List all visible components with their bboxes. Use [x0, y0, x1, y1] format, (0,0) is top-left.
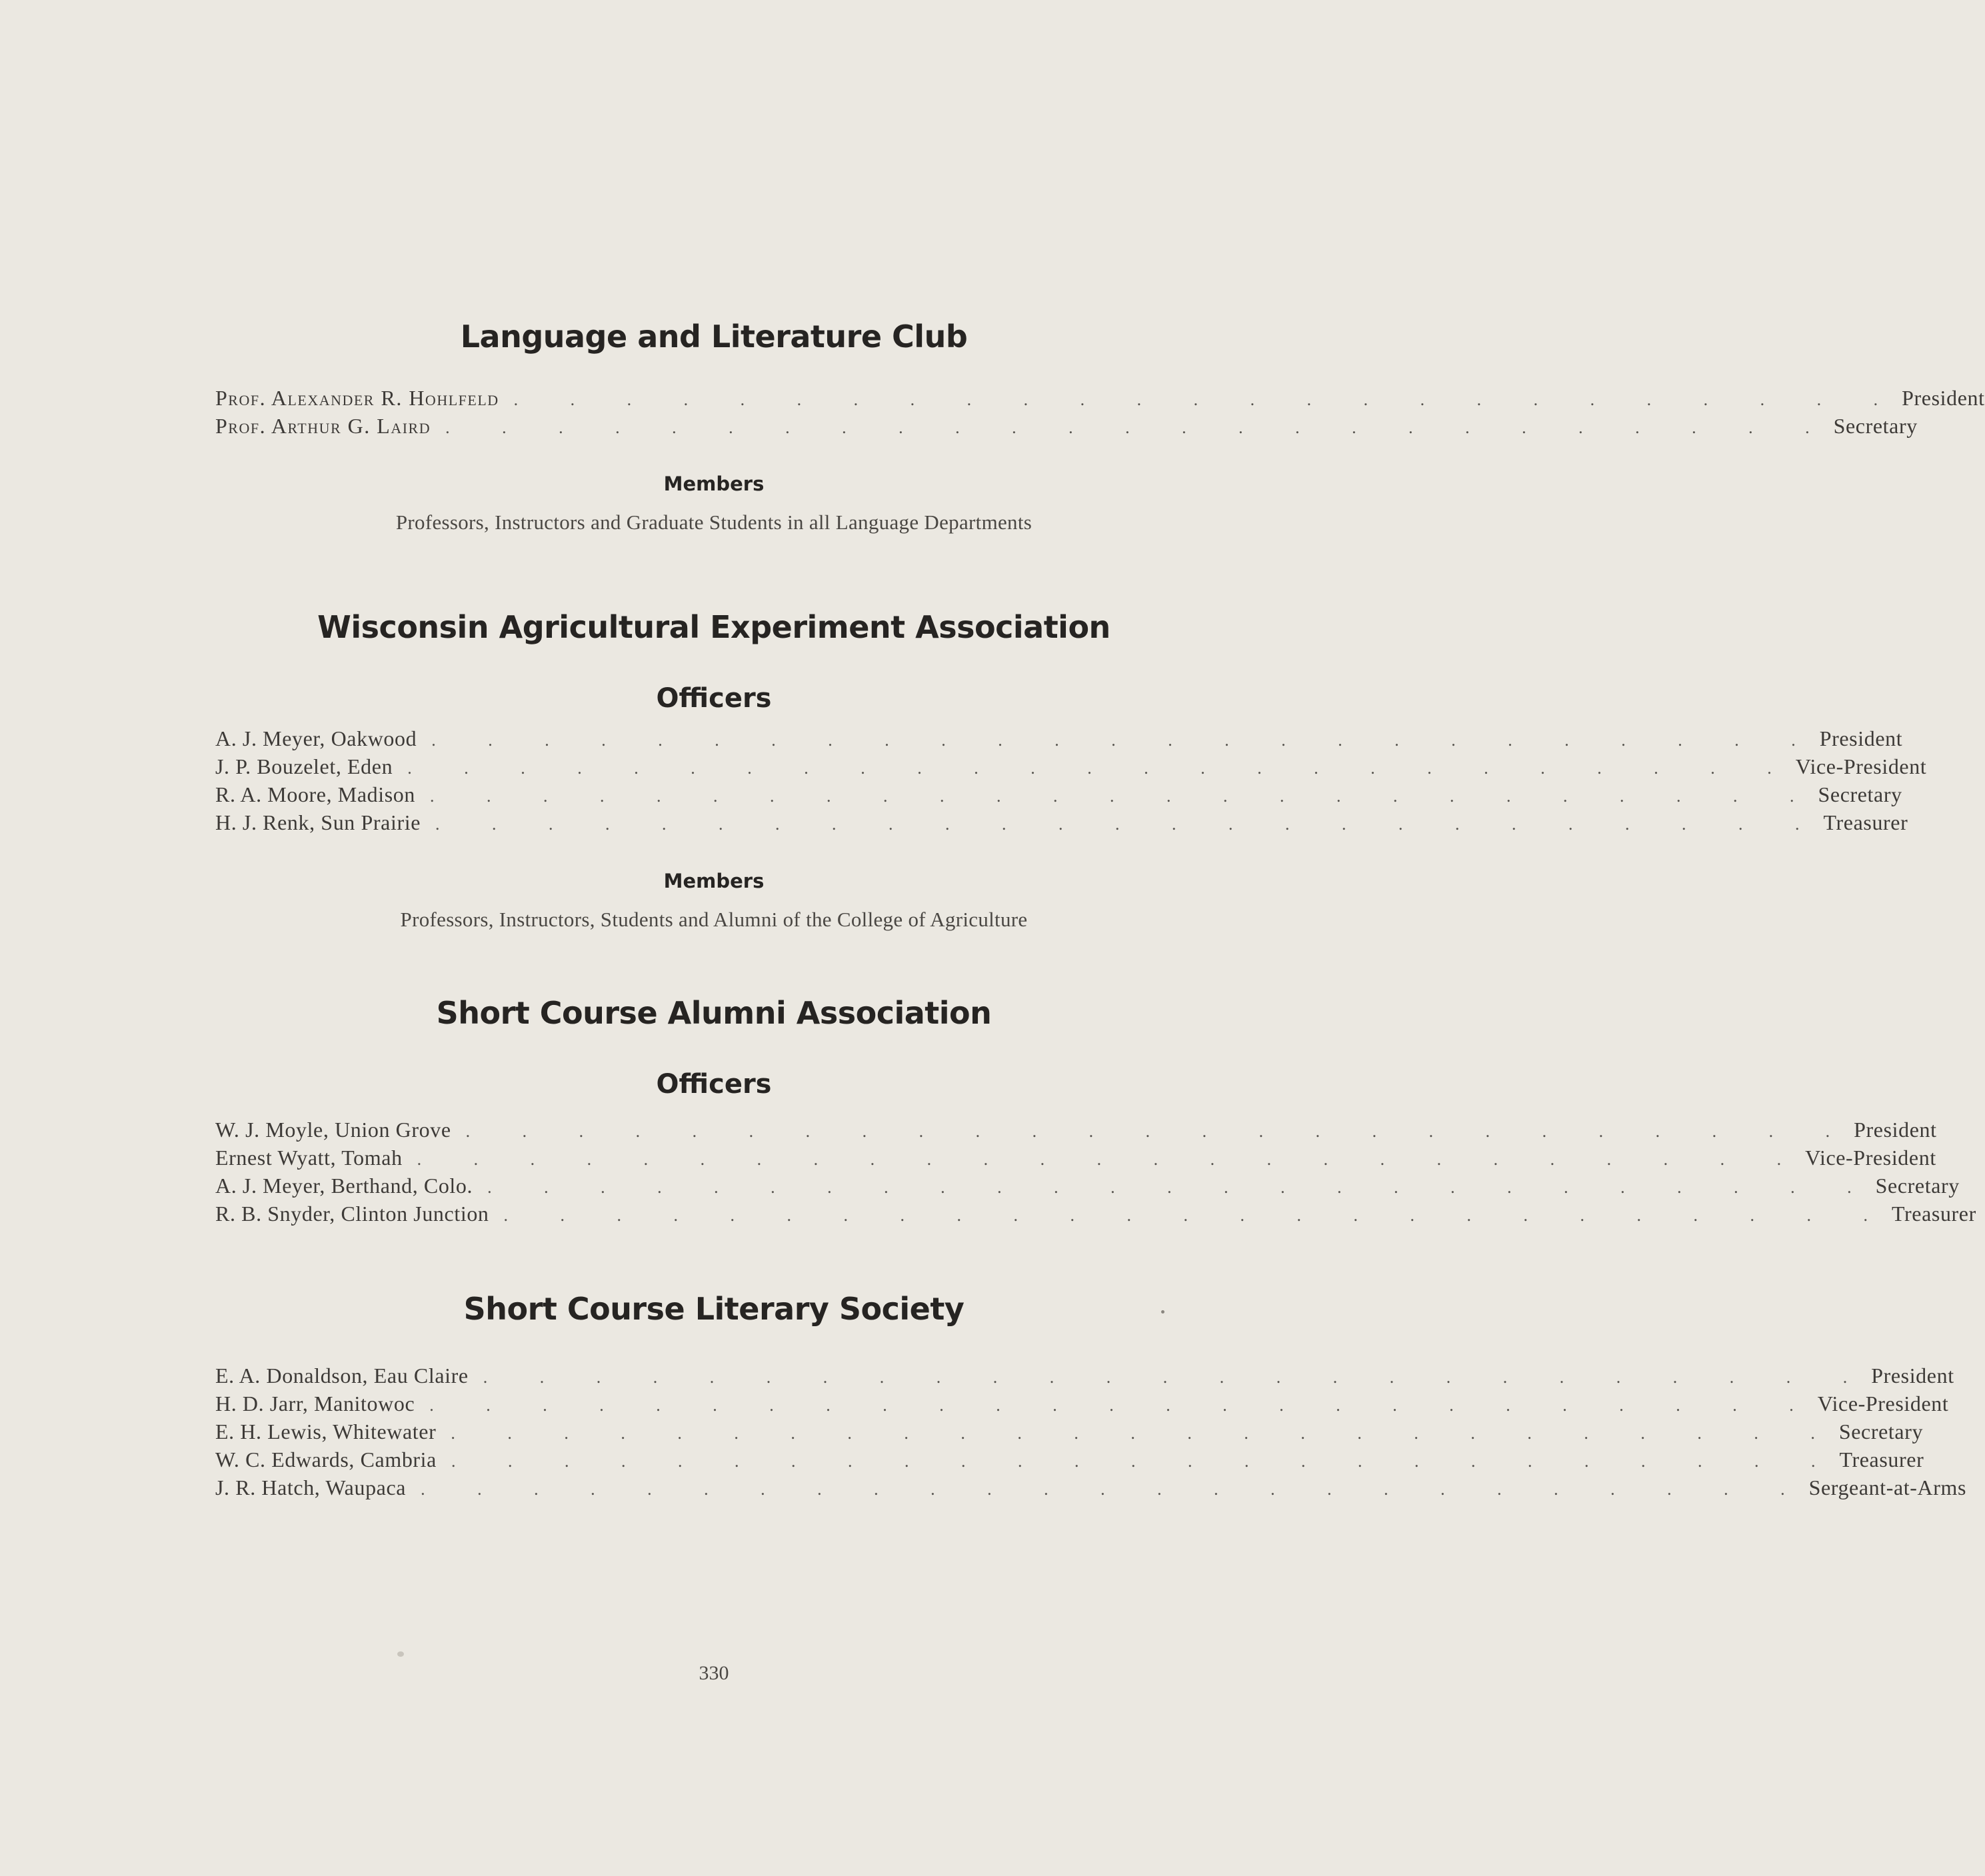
- officer-name: R. B. Snyder, Clinton Junction: [215, 1202, 489, 1226]
- officer-role: Secretary: [1875, 1174, 1960, 1198]
- paper-speck: [1161, 1310, 1164, 1314]
- section-title-wisconsin-agricultural-experiment-association: Wisconsin Agricultural Experiment Association: [317, 609, 1110, 645]
- members-heading: Members: [663, 472, 765, 495]
- officer-name: Ernest Wyatt, Tomah: [215, 1146, 403, 1170]
- dot-leader: . . . . . . . . . . . . . . . . . . . . . . . . .: [513, 390, 1902, 409]
- dot-leader: . . . . . . . . . . . . . . . . . . . . . . . . .: [407, 758, 1796, 778]
- officer-role: President: [1854, 1118, 1937, 1142]
- officer-row: [215, 754, 1927, 782]
- officer-row: [215, 1174, 1960, 1202]
- officer-name: A. J. Meyer, Oakwood: [215, 726, 417, 750]
- officer-role: President: [1819, 726, 1903, 750]
- officer-list-short-course-alumni-association: [215, 1118, 1976, 1230]
- dot-leader: . . . . . . . . . . . . . . . . . . . . . . . . .: [430, 786, 1818, 806]
- officer-name: J. R. Hatch, Waupaca: [215, 1475, 407, 1499]
- officer-list-short-course-literary-society: [215, 1364, 1967, 1503]
- dot-leader: . . . . . . . . . . . . . . . . . . . . . . . . .: [503, 1206, 1892, 1225]
- dot-leader: . . . . . . . . . . . . . . . . . . . . . . . . .: [421, 1479, 1809, 1499]
- officer-name: A. J. Meyer, Berthand, Colo.: [215, 1174, 473, 1198]
- officer-row: [215, 1392, 1949, 1419]
- dot-leader: . . . . . . . . . . . . . . . . . . . . . . . . .: [451, 1423, 1839, 1443]
- dot-leader: . . . . . . . . . . . . . . . . . . . . . . . . .: [487, 1178, 1876, 1197]
- officers-heading: Officers: [656, 1069, 772, 1100]
- officer-role: Vice-President: [1817, 1392, 1949, 1415]
- officer-role: Treasurer: [1823, 810, 1908, 834]
- page-number: 330: [699, 1662, 729, 1684]
- officer-role: Secretary: [1833, 414, 1918, 438]
- officer-row: [215, 1118, 1937, 1146]
- dot-leader: . . . . . . . . . . . . . . . . . . . . . . . . .: [483, 1368, 1872, 1387]
- paper-speck: [397, 1651, 404, 1657]
- officer-name: J. P. Bouzelet, Eden: [215, 754, 393, 778]
- officer-row: [215, 1202, 1976, 1230]
- officer-name: E. H. Lewis, Whitewater: [215, 1419, 437, 1443]
- officer-name: W. J. Moyle, Union Grove: [215, 1118, 451, 1142]
- officer-name: Prof. Alexander R. Hohlfeld: [215, 386, 499, 410]
- officer-role: Secretary: [1818, 782, 1902, 806]
- officer-name: E. A. Donaldson, Eau Claire: [215, 1364, 469, 1388]
- dot-leader: . . . . . . . . . . . . . . . . . . . . . . . . .: [445, 418, 1834, 437]
- dot-leader: . . . . . . . . . . . . . . . . . . . . . . . . .: [417, 1150, 1806, 1169]
- officer-role: Secretary: [1838, 1419, 1924, 1443]
- dot-leader: . . . . . . . . . . . . . . . . . . . . . . . . .: [431, 730, 1820, 750]
- members-description: Professors, Instructors, Students and Alumni of the College of Agriculture: [400, 908, 1028, 931]
- officer-list-wisconsin-agricultural-experiment-association: [215, 726, 1927, 838]
- officer-name: H. D. Jarr, Manitowoc: [215, 1392, 415, 1415]
- dot-leader: . . . . . . . . . . . . . . . . . . . . . . . . .: [451, 1451, 1840, 1471]
- officer-role: Treasurer: [1892, 1202, 1976, 1226]
- officer-role: President: [1871, 1364, 1954, 1388]
- section-title-short-course-literary-society: Short Course Literary Society: [463, 1291, 965, 1327]
- officer-row: [215, 782, 1902, 810]
- officer-name: R. A. Moore, Madison: [215, 782, 415, 806]
- dot-leader: . . . . . . . . . . . . . . . . . . . . . . . . .: [435, 814, 1824, 834]
- officer-row: [215, 1364, 1954, 1392]
- officer-row: [215, 1447, 1924, 1475]
- dot-leader: . . . . . . . . . . . . . . . . . . . . . . . . .: [465, 1122, 1854, 1141]
- officer-row: [215, 1146, 1936, 1174]
- section-title-language-literature-club: Language and Literature Club: [460, 319, 968, 355]
- members-heading: Members: [663, 870, 765, 892]
- officer-name: H. J. Renk, Sun Prairie: [215, 810, 421, 834]
- officer-role: Vice-President: [1795, 754, 1927, 778]
- officer-row: [215, 810, 1908, 838]
- officer-role: Sergeant-at-Arms: [1808, 1475, 1967, 1499]
- section-title-short-course-alumni-association: Short Course Alumni Association: [436, 995, 992, 1031]
- officer-row: [215, 1475, 1967, 1503]
- officer-name: Prof. Arthur G. Laird: [215, 414, 431, 438]
- officer-row: [215, 726, 1903, 754]
- officers-heading: Officers: [656, 683, 772, 714]
- officer-row: [215, 386, 1985, 414]
- officer-role: Vice-President: [1805, 1146, 1936, 1170]
- officer-role: President: [1902, 386, 1985, 410]
- dot-leader: . . . . . . . . . . . . . . . . . . . . . . . . .: [429, 1396, 1818, 1415]
- officer-list-language-literature-club: [215, 386, 1985, 442]
- officer-name: W. C. Edwards, Cambria: [215, 1447, 437, 1471]
- members-description: Professors, Instructors and Graduate Students in all Language Departments: [395, 510, 1032, 534]
- officer-row: [215, 414, 1918, 442]
- officer-role: Treasurer: [1839, 1447, 1924, 1471]
- officer-row: [215, 1419, 1924, 1447]
